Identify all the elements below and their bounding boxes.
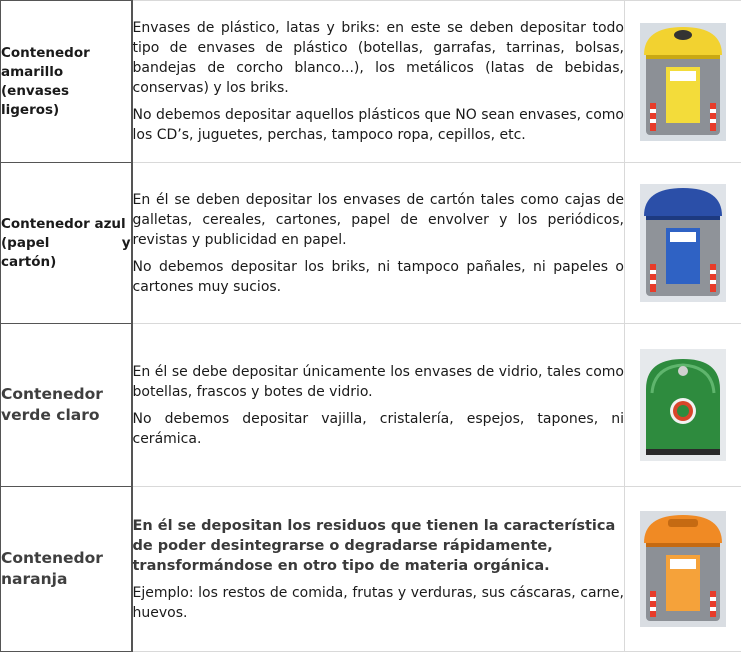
description-paragraph: No debemos depositar vajilla, cristalería, espejos, tapones, ni cerámica. [132,410,624,447]
container-label-cell [1,487,132,652]
description-paragraph: En él se depositan los residuos que tienen la característica de poder desintegrarse o degradarse rápidamente, transformándose en otro tipo de materia orgánica. [132,517,616,574]
container-image-cell [625,1,741,163]
green-bin-image [640,349,726,461]
table-row [1,163,741,324]
description-paragraph: No debemos depositar aquellos plásticos que NO sean envases, como los CD’s, juguetes, perchas, tampoco ropa, cepillos, etc. [132,107,624,143]
container-name: Contenedor azul [1,215,126,232]
container-image-cell [625,324,741,487]
blue-bin-image [640,184,726,302]
orange-bin-image [640,511,726,627]
table-row [1,487,741,652]
container-label-cell [1,163,132,324]
container-name: Contenedor naranja [1,549,103,588]
container-subtitle-part: cartón) [1,253,57,270]
container-subtitle [1,234,131,253]
container-description [132,487,625,652]
description-paragraph: En él se deben depositar los envases de cartón tales como cajas de galletas, cereales, cartones, papel de envolver y los periódicos, revistas y publicidad en papel. [132,191,624,248]
container-label-cell [1,1,132,163]
container-subtitle: (envases ligeros) [1,82,70,118]
container-description [132,163,625,324]
container-image-cell [625,487,741,652]
description-paragraph: Envases de plástico, latas y briks: en este se deben depositar todo tipo de envases de plástico (botellas, garrafas, tarrinas, bolsas, bandejas de corcho blanco...), los metálicos (latas de bebidas, conservas) y los briks. [132,20,624,96]
container-image-cell [625,163,741,324]
container-name: Contenedor amarillo [1,44,90,80]
container-subtitle-part: (papel [1,234,50,251]
table-row [1,324,741,487]
table-row [1,1,741,163]
yellow-bin-image [640,23,726,141]
description-paragraph: Ejemplo: los restos de comida, frutas y verduras, sus cáscaras, carne, huevos. [132,584,624,621]
container-description [132,324,625,487]
container-subtitle-part: y [121,234,131,251]
container-description [132,1,625,163]
container-label-cell [1,324,132,487]
description-paragraph: En él se debe depositar únicamente los envases de vidrio, tales como botellas, frascos y botes de vidrio. [132,363,624,400]
container-name: Contenedor verde claro [1,385,103,424]
description-paragraph: No debemos depositar los briks, ni tampoco pañales, ni papeles o cartones muy sucios. [132,258,624,295]
